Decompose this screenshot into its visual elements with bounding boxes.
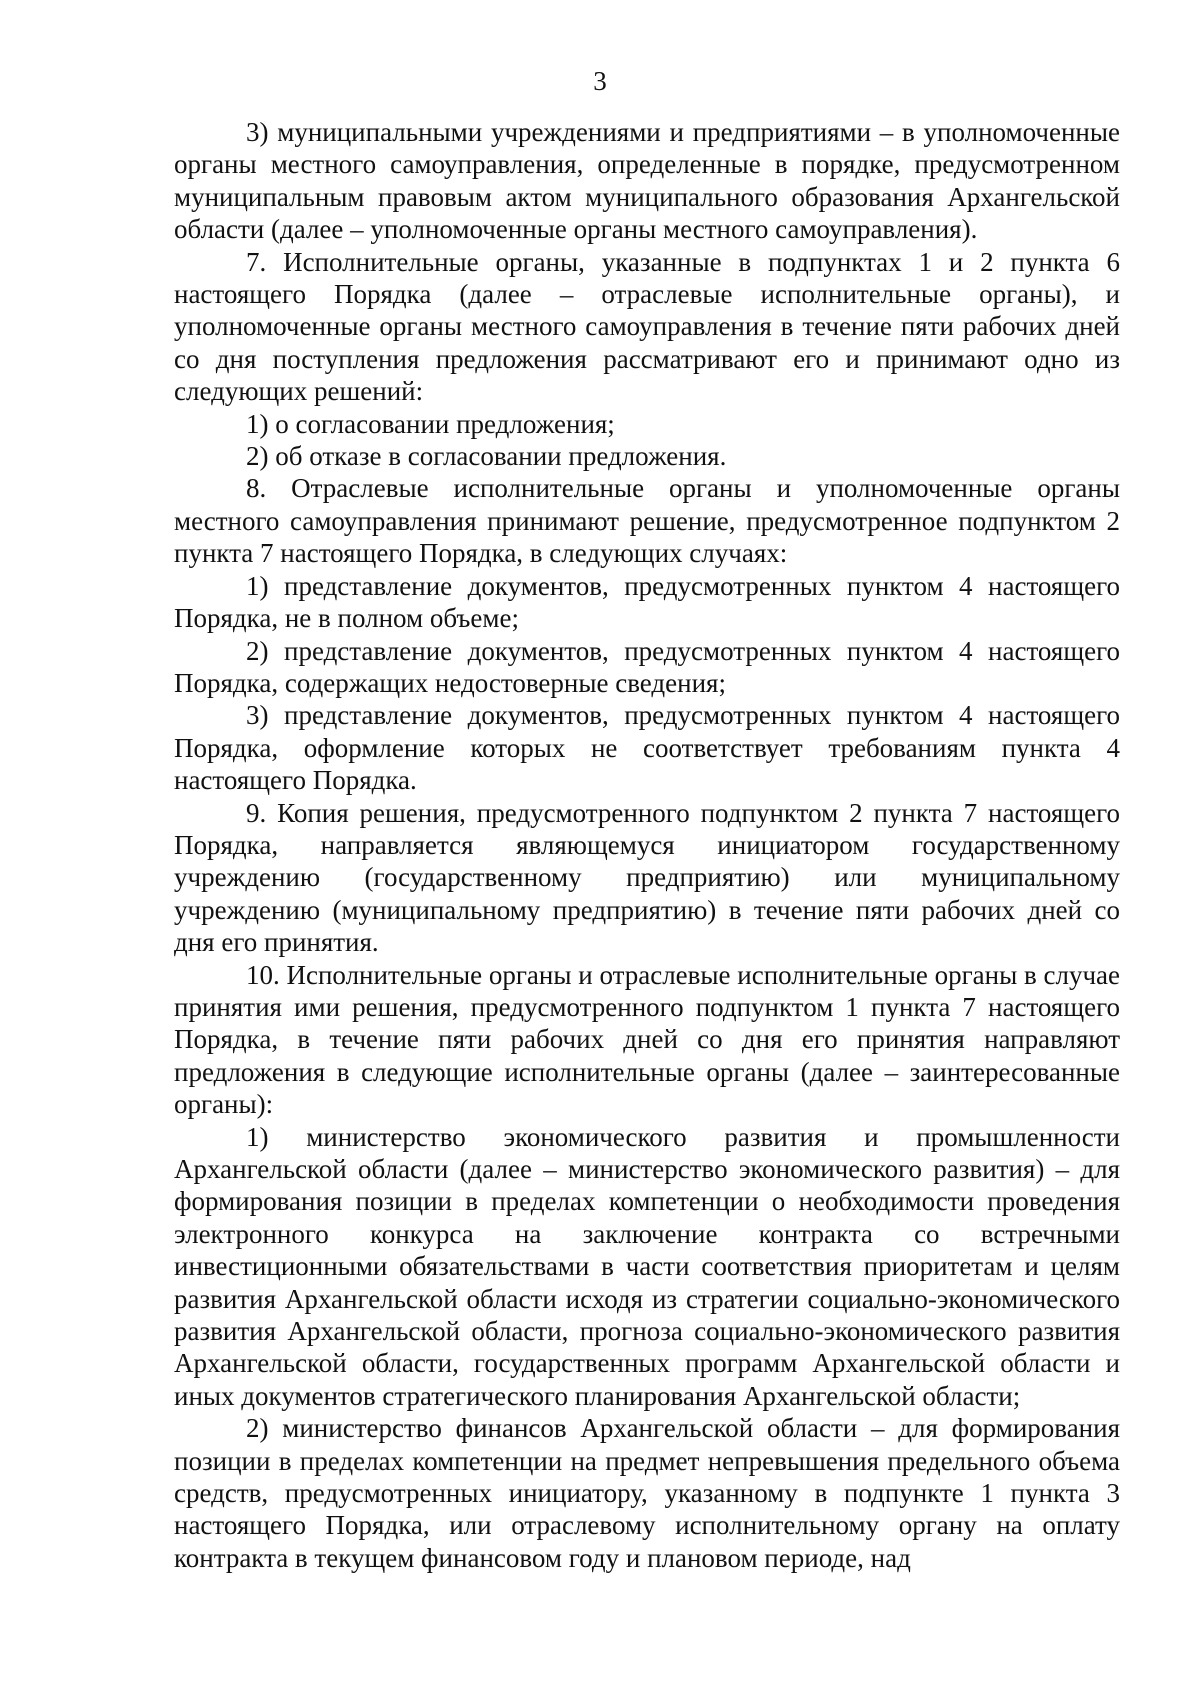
document-body bbox=[174, 116, 1120, 1574]
paragraph-7: 7. Исполнительные органы, указанные в подпунктах 1 и 2 пункта 6 настоящего Порядка (далее – отраслевые исполнительные органы), и уполномоченные органы местного самоуправления в течение пяти рабочих дней со дня поступления предложения рассматривают его и принимают одно из следующих решений: bbox=[174, 246, 1120, 407]
paragraph-9: 9. Копия решения, предусмотренного подпунктом 2 пункта 7 настоящего Порядка, направляется являющемуся инициатором государственному учреждению (государственному предприятию) или муниципальному учреждению (муниципальному предприятию) в течение пяти рабочих дней со дня его принятия. bbox=[174, 797, 1120, 958]
paragraph-7-item-2: 2) об отказе в согласовании предложения. bbox=[246, 441, 727, 472]
page-number: 3 bbox=[593, 66, 607, 96]
paragraph-3-municipal: 3) муниципальными учреждениями и предприятиями – в уполномоченные органы местного самоуправления, определенные в порядке, предусмотренном муниципальным правовым актом муниципального образования Архангельской области (далее – уполномоченные органы местного самоуправления). bbox=[174, 117, 1120, 245]
paragraph-8: 8. Отраслевые исполнительные органы и уполномоченные органы местного самоуправления принимают решение, предусмотренное подпунктом 2 пункта 7 настоящего Порядка, в следующих случаях: bbox=[174, 473, 1120, 569]
paragraph-8-item-3: 3) представление документов, предусмотренных пунктом 4 настоящего Порядка, оформление которых не соответствует требованиям пункта 4 настоящего Порядка. bbox=[174, 700, 1120, 796]
paragraph-8-item-1: 1) представление документов, предусмотренных пунктом 4 настоящего Порядка, не в полном объеме; bbox=[174, 570, 1120, 634]
paragraph-7-item-1: 1) о согласовании предложения; bbox=[246, 408, 615, 439]
paragraph-10: 10. Исполнительные органы и отраслевые исполнительные органы в случае принятия ими решения, предусмотренного подпунктом 1 пункта 7 настоящего Порядка, в течение пяти рабочих дней со дня его принятия направляют предложения в следующие исполнительные органы (далее – заинтересованные органы): bbox=[174, 959, 1120, 1120]
paragraph-8-item-2: 2) представление документов, предусмотренных пунктом 4 настоящего Порядка, содержащих недостоверные сведения; bbox=[174, 635, 1120, 698]
paragraph-10-item-2: 2) министерство финансов Архангельской области – для формирования позиции в пределах компетенции на предмет непревышения предельного объема средств, предусмотренных инициатору, указанному в подпункте 1 пункта 3 настоящего Порядка, или отраслевому исполнительному органу на оплату контракта в текущем финансовом году и плановом периоде, над bbox=[174, 1413, 1120, 1573]
paragraph-10-item-1: 1) министерство экономического развития и промышленности Архангельской области (далее – министерство экономического развития) – для формирования позиции в пределах компетенции о необходимости проведения электронного конкурса на заключение контракта со встречными инвестиционными обязательствами в части соответствия приоритетам и целям развития Архангельской области исходя из стратегии социально-экономического развития Архангельской области, прогноза социально-экономического развития Архангельской области, государственных программ Архангельской области и иных документов стратегического планирования Архангельской области; bbox=[174, 1121, 1120, 1411]
